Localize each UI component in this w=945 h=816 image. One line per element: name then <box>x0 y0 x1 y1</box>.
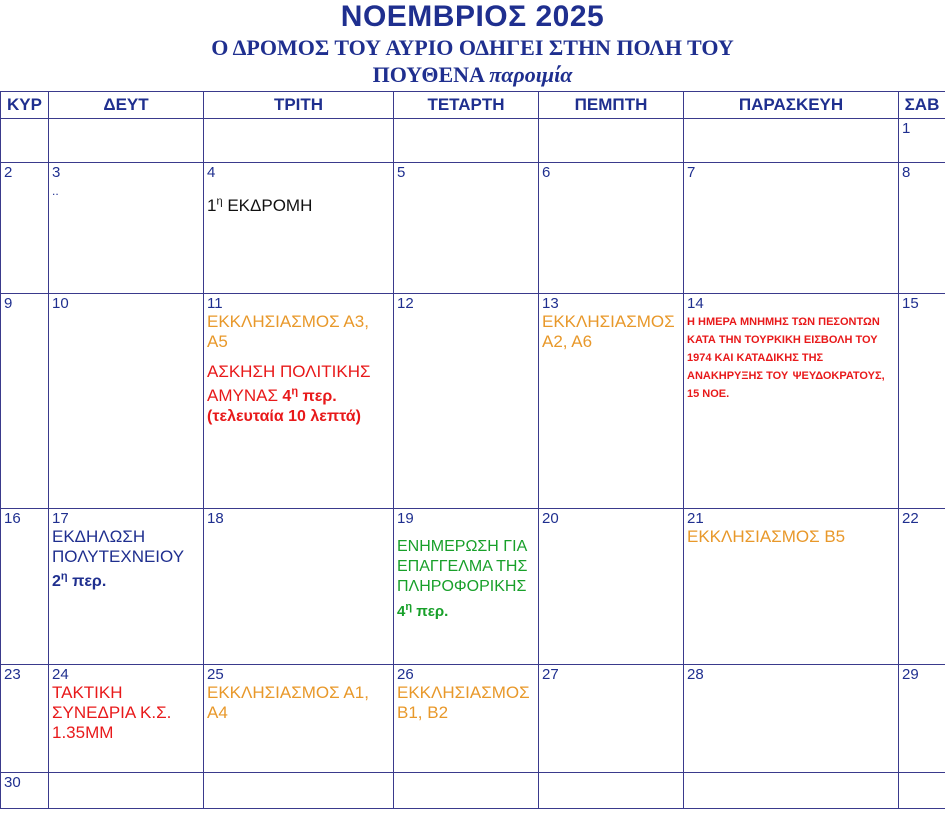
page-title: ΝΟΕΜΒΡΙΟΣ 2025 <box>340 0 605 33</box>
day-number: 17 <box>52 510 69 527</box>
day-number: 21 <box>687 510 704 527</box>
day-cell-empty <box>204 119 394 163</box>
day-number: 20 <box>542 510 559 527</box>
event-label: ΣΥΝΕΔΡΙΑ Κ.Σ. <box>52 703 172 722</box>
event-label: ΕΚΚΛΗΣΙΑΣΜΟΣ Β5 <box>687 527 846 546</box>
calendar-table <box>0 91 945 809</box>
day-number: 14 <box>687 295 704 312</box>
weekday-sat: ΣΑΒ <box>899 92 945 119</box>
day-number: 4 <box>207 164 216 181</box>
event-label: ΕΚΚΛΗΣΙΑΣΜΟΣ Α3, <box>207 312 369 331</box>
event-label: ΕΚΔΗΛΩΣΗ <box>52 527 146 546</box>
day-cell-5[interactable] <box>394 163 539 294</box>
event-label: ΚΑΤΑ ΤΗΝ ΤΟΥΡΚΙΚΗ ΕΙΣΒΟΛΗ ΤΟΥ <box>687 334 878 346</box>
day-cell-1[interactable] <box>899 119 945 163</box>
day-cell-empty <box>539 773 684 809</box>
event-label: $1^\eta$ ΕΚΔΡΟΜΗ <box>207 195 313 215</box>
day-cell-30[interactable] <box>1 773 49 809</box>
day-cell-22[interactable] <box>899 509 945 665</box>
weekday-mon: ΔΕΥΤ <box>49 92 204 119</box>
proverb-line-1: Ο ΔΡΟΜΟΣ ΤΟΥ ΑΥΡΙΟ ΟΔΗΓΕΙ ΣΤΗΝ ΠΟΛΗ ΤΟΥ <box>211 35 734 60</box>
day-cell-15[interactable] <box>899 294 945 509</box>
day-number: 13 <box>542 295 559 312</box>
weekday-fri: ΠΑΡΑΣΚΕΥΗ <box>684 92 899 119</box>
day-cell-21[interactable] <box>684 509 899 665</box>
day-number: 18 <box>207 510 224 527</box>
weekday-sun: ΚΥΡ <box>1 92 49 119</box>
day-number: 29 <box>902 666 919 683</box>
day-number: 2 <box>4 164 13 181</box>
day-cell-empty <box>204 773 394 809</box>
day-cell-empty <box>899 773 945 809</box>
day-cell-17[interactable] <box>49 509 204 665</box>
event-label: Η ΗΜΕΡΑ ΜΝΗΜΗΣ ΤΩΝ ΠΕΣΟΝΤΩΝ <box>687 316 880 328</box>
day-number: 3 <box>52 164 61 181</box>
event-label: ΨΕΥΔΟΚΡΑΤΟΥΣ, 15 ΝΟΕ. <box>687 370 885 400</box>
week-row-3 <box>1 294 945 509</box>
event-label: ΕΚΚΛΗΣΙΑΣΜΟΣ <box>542 312 675 331</box>
day-number: 23 <box>4 666 21 683</box>
day-number: 28 <box>687 666 704 683</box>
day-cell-empty <box>394 119 539 163</box>
day-cell-26[interactable] <box>394 665 539 773</box>
day-number: 1 <box>902 120 911 137</box>
day-cell-28[interactable] <box>684 665 899 773</box>
event-label: ΠΛΗΡΟΦΟΡΙΚΗΣ <box>397 578 527 595</box>
week-row-5 <box>1 665 945 773</box>
day-cell-8[interactable] <box>899 163 945 294</box>
weekday-header-row <box>1 92 945 119</box>
day-number: 26 <box>397 666 414 683</box>
day-cell-11[interactable] <box>204 294 394 509</box>
day-cell-25[interactable] <box>204 665 394 773</box>
day-cell-14[interactable] <box>684 294 899 509</box>
event-label: Α4 <box>207 703 228 722</box>
weekday-thu: ΠΕΜΠΤΗ <box>539 92 684 119</box>
week-row-6 <box>1 773 945 809</box>
event-label: $2^\eta$ περ. <box>52 571 107 591</box>
event-label: 1974 ΚΑΙ ΚΑΤΑΔΙΚΗΣ ΤΗΣ <box>687 352 824 364</box>
day-number: 25 <box>207 666 224 683</box>
day-cell-empty <box>684 119 899 163</box>
day-cell-empty <box>49 773 204 809</box>
event-label: 1.35ΜΜ <box>52 723 114 742</box>
day-cell-empty <box>49 119 204 163</box>
day-cell-empty <box>1 119 49 163</box>
proverb-line-2: ΠΟΥΘΕΝΑ <box>372 62 484 87</box>
event-label: Α2, Α6 <box>542 332 593 351</box>
event-label: $4^\eta$ περ. <box>397 601 449 620</box>
day-cell-20[interactable] <box>539 509 684 665</box>
event-label: ΑΜΥΝΑΣ <box>207 386 278 406</box>
week-row-4 <box>1 509 945 665</box>
event-label: $4^\eta$ περ. <box>282 386 337 406</box>
day-cell-4[interactable] <box>204 163 394 294</box>
day-cell-6[interactable] <box>539 163 684 294</box>
day-number: 8 <box>902 164 911 181</box>
day-number: 11 <box>207 295 223 312</box>
event-label: ΕΝΗΜΕΡΩΣΗ ΓΙΑ <box>397 538 528 555</box>
day-number: 10 <box>52 295 69 312</box>
day-number: 16 <box>4 510 21 527</box>
day-cell-16[interactable] <box>1 509 49 665</box>
day-note: .. <box>52 184 59 198</box>
event-label: ΤΑΚΤΙΚΗ <box>52 683 123 702</box>
event-label: ΕΚΚΛΗΣΙΑΣΜΟΣ Α1, <box>207 683 369 702</box>
day-number: 24 <box>52 666 69 683</box>
day-cell-23[interactable] <box>1 665 49 773</box>
day-number: 15 <box>902 295 919 312</box>
day-cell-13[interactable] <box>539 294 684 509</box>
weekday-wed: ΤΕΤΑΡΤΗ <box>394 92 539 119</box>
day-cell-19[interactable] <box>394 509 539 665</box>
day-number: 27 <box>542 666 559 683</box>
day-cell-9[interactable] <box>1 294 49 509</box>
day-number: 7 <box>687 164 696 181</box>
spacer <box>207 352 390 362</box>
proverb-attribution: παροιμία <box>489 62 573 87</box>
day-cell-12[interactable] <box>394 294 539 509</box>
week-row-2 <box>1 163 945 294</box>
event-label: ΑΣΚΗΣΗ ΠΟΛΙΤΙΚΗΣ <box>207 362 371 381</box>
day-cell-27[interactable] <box>539 665 684 773</box>
spacer <box>207 181 390 191</box>
day-cell-2[interactable] <box>1 163 49 294</box>
spacer <box>397 527 535 537</box>
day-cell-7[interactable] <box>684 163 899 294</box>
event-label: ΕΠΑΓΓΕΛΜΑ ΤΗΣ <box>397 558 528 575</box>
calendar-header <box>0 0 945 88</box>
event-label: ΕΚΚΛΗΣΙΑΣΜΟΣ <box>397 683 530 702</box>
weekday-tue: ΤΡΙΤΗ <box>204 92 394 119</box>
day-cell-empty <box>684 773 899 809</box>
event-label: ΑΝΑΚΗΡΥΞΗΣ ΤΟΥ <box>687 370 789 382</box>
day-number: 30 <box>4 774 21 791</box>
day-cell-29[interactable] <box>899 665 945 773</box>
day-number: 9 <box>4 295 13 312</box>
event-label: ΠΟΛΥΤΕΧΝΕΙΟΥ <box>52 547 185 566</box>
event-label: Β1, Β2 <box>397 703 449 722</box>
day-number: 19 <box>397 510 414 527</box>
day-number: 12 <box>397 295 414 312</box>
event-label: Α5 <box>207 332 228 351</box>
day-number: 22 <box>902 510 919 527</box>
day-number: 6 <box>542 164 551 181</box>
day-cell-24[interactable] <box>49 665 204 773</box>
event-label: (τελευταία 10 λεπτά) <box>207 408 361 426</box>
day-number: 5 <box>397 164 406 181</box>
day-cell-empty <box>539 119 684 163</box>
day-cell-3[interactable] <box>49 163 204 294</box>
day-cell-empty <box>394 773 539 809</box>
proverb-text <box>0 34 945 88</box>
day-cell-10[interactable] <box>49 294 204 509</box>
week-row-1 <box>1 119 945 163</box>
day-cell-18[interactable] <box>204 509 394 665</box>
